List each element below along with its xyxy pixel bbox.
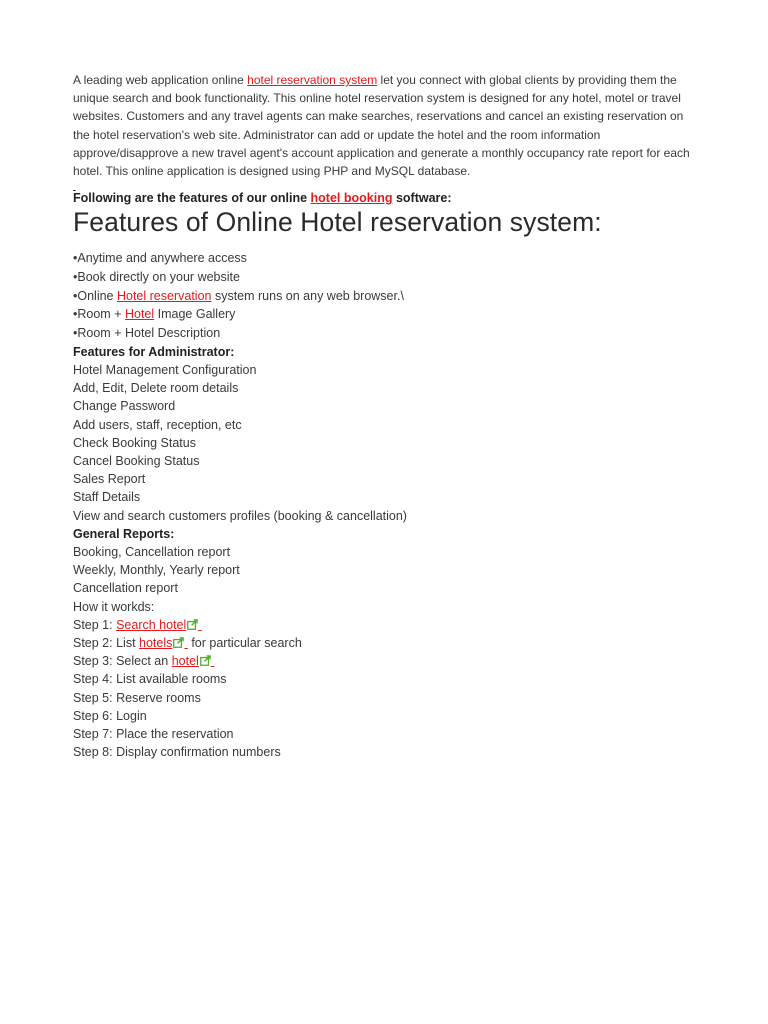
intro-text-1: A leading web application online: [73, 73, 248, 87]
admin-heading: Features for Administrator:: [73, 344, 235, 359]
admin-item: View and search customers profiles (booking & cancellation): [73, 508, 407, 523]
admin-item: Add users, staff, reception, etc: [73, 417, 242, 432]
lead-text-2: software:: [392, 191, 452, 206]
reports-heading: General Reports:: [73, 526, 175, 541]
admin-item: Hotel Management Configuration: [73, 362, 257, 377]
report-item: Cancellation report: [73, 581, 178, 596]
step-1: [73, 616, 693, 634]
hotel-reservation-system-link[interactable]: hotel reservation system: [247, 73, 378, 87]
external-link-icon[interactable]: [173, 637, 184, 648]
step-3: [73, 652, 693, 670]
page-heading: Features of Online Hotel reservation system:: [73, 207, 602, 238]
features-lead: [73, 191, 693, 205]
bullet-item: •Anytime and anywhere access: [73, 251, 247, 266]
bullet-text: Image Gallery: [154, 307, 236, 322]
admin-item: Change Password: [73, 399, 176, 414]
search-hotel-link[interactable]: Search hotel: [116, 617, 187, 632]
hotels-link[interactable]: hotels: [139, 635, 173, 650]
intro-paragraph: [73, 71, 693, 180]
step-text: Step 3: Select an: [73, 654, 172, 669]
step-text: Step 1:: [73, 617, 117, 632]
how-it-works-heading: How it workds:: [73, 599, 155, 614]
external-link-icon[interactable]: [200, 655, 211, 666]
admin-item: Add, Edit, Delete room details: [73, 381, 239, 396]
feature-bullets: [73, 249, 693, 343]
hotel-booking-link[interactable]: hotel booking: [310, 191, 393, 206]
step-2: [73, 634, 693, 652]
step-4: Step 4: List available rooms: [73, 672, 227, 687]
admin-item: Check Booking Status: [73, 435, 196, 450]
bullet-text: •Online: [73, 288, 117, 303]
hotel-link[interactable]: Hotel: [124, 307, 155, 322]
step-7: Step 7: Place the reservation: [73, 727, 234, 741]
hotel-step-link[interactable]: hotel: [171, 654, 199, 669]
step-5: Step 5: Reserve rooms: [73, 690, 201, 705]
hotel-reservation-link[interactable]: Hotel reservation: [116, 288, 212, 303]
bullet-item: •Room + Hotel Description: [73, 326, 221, 341]
step-6: Step 6: Login: [73, 708, 147, 723]
lead-text-1: Following are the features of our online: [73, 191, 311, 206]
external-link-icon[interactable]: [187, 619, 198, 630]
report-item: Weekly, Monthly, Yearly report: [73, 563, 240, 578]
document-body: [73, 71, 693, 761]
report-item: Booking, Cancellation report: [73, 544, 231, 559]
admin-item: Sales Report: [73, 472, 146, 487]
bullet-item: •Book directly on your website: [73, 269, 240, 284]
intro-text-2: let you connect with global clients by providing them the unique search and book functionality. This online hotel reservation system is designed for any hotel, motel or travel websites. Customers and any travel agents can make searches, reservations and cancel an existing reservation on the hotel reservation's web site. Administrator can add or update the hotel and the room information approve/disapprove a new travel agent's account application and generate a monthly occupancy rate report for each hotel. This online application is designed using PHP and MySQL database.: [73, 73, 690, 179]
empty-link-mark: [73, 183, 693, 191]
admin-item: Staff Details: [73, 490, 141, 505]
step-8: Step 8: Display confirmation numbers: [73, 745, 281, 760]
bullet-item: [73, 287, 693, 306]
bullet-item: [73, 305, 693, 324]
step-text: for particular search: [187, 635, 302, 650]
admin-item: Cancel Booking Status: [73, 453, 200, 468]
bullet-text: system runs on any web browser.\: [211, 288, 404, 303]
bullet-text: •Room +: [73, 307, 125, 322]
step-text: Step 2: List: [73, 635, 140, 650]
